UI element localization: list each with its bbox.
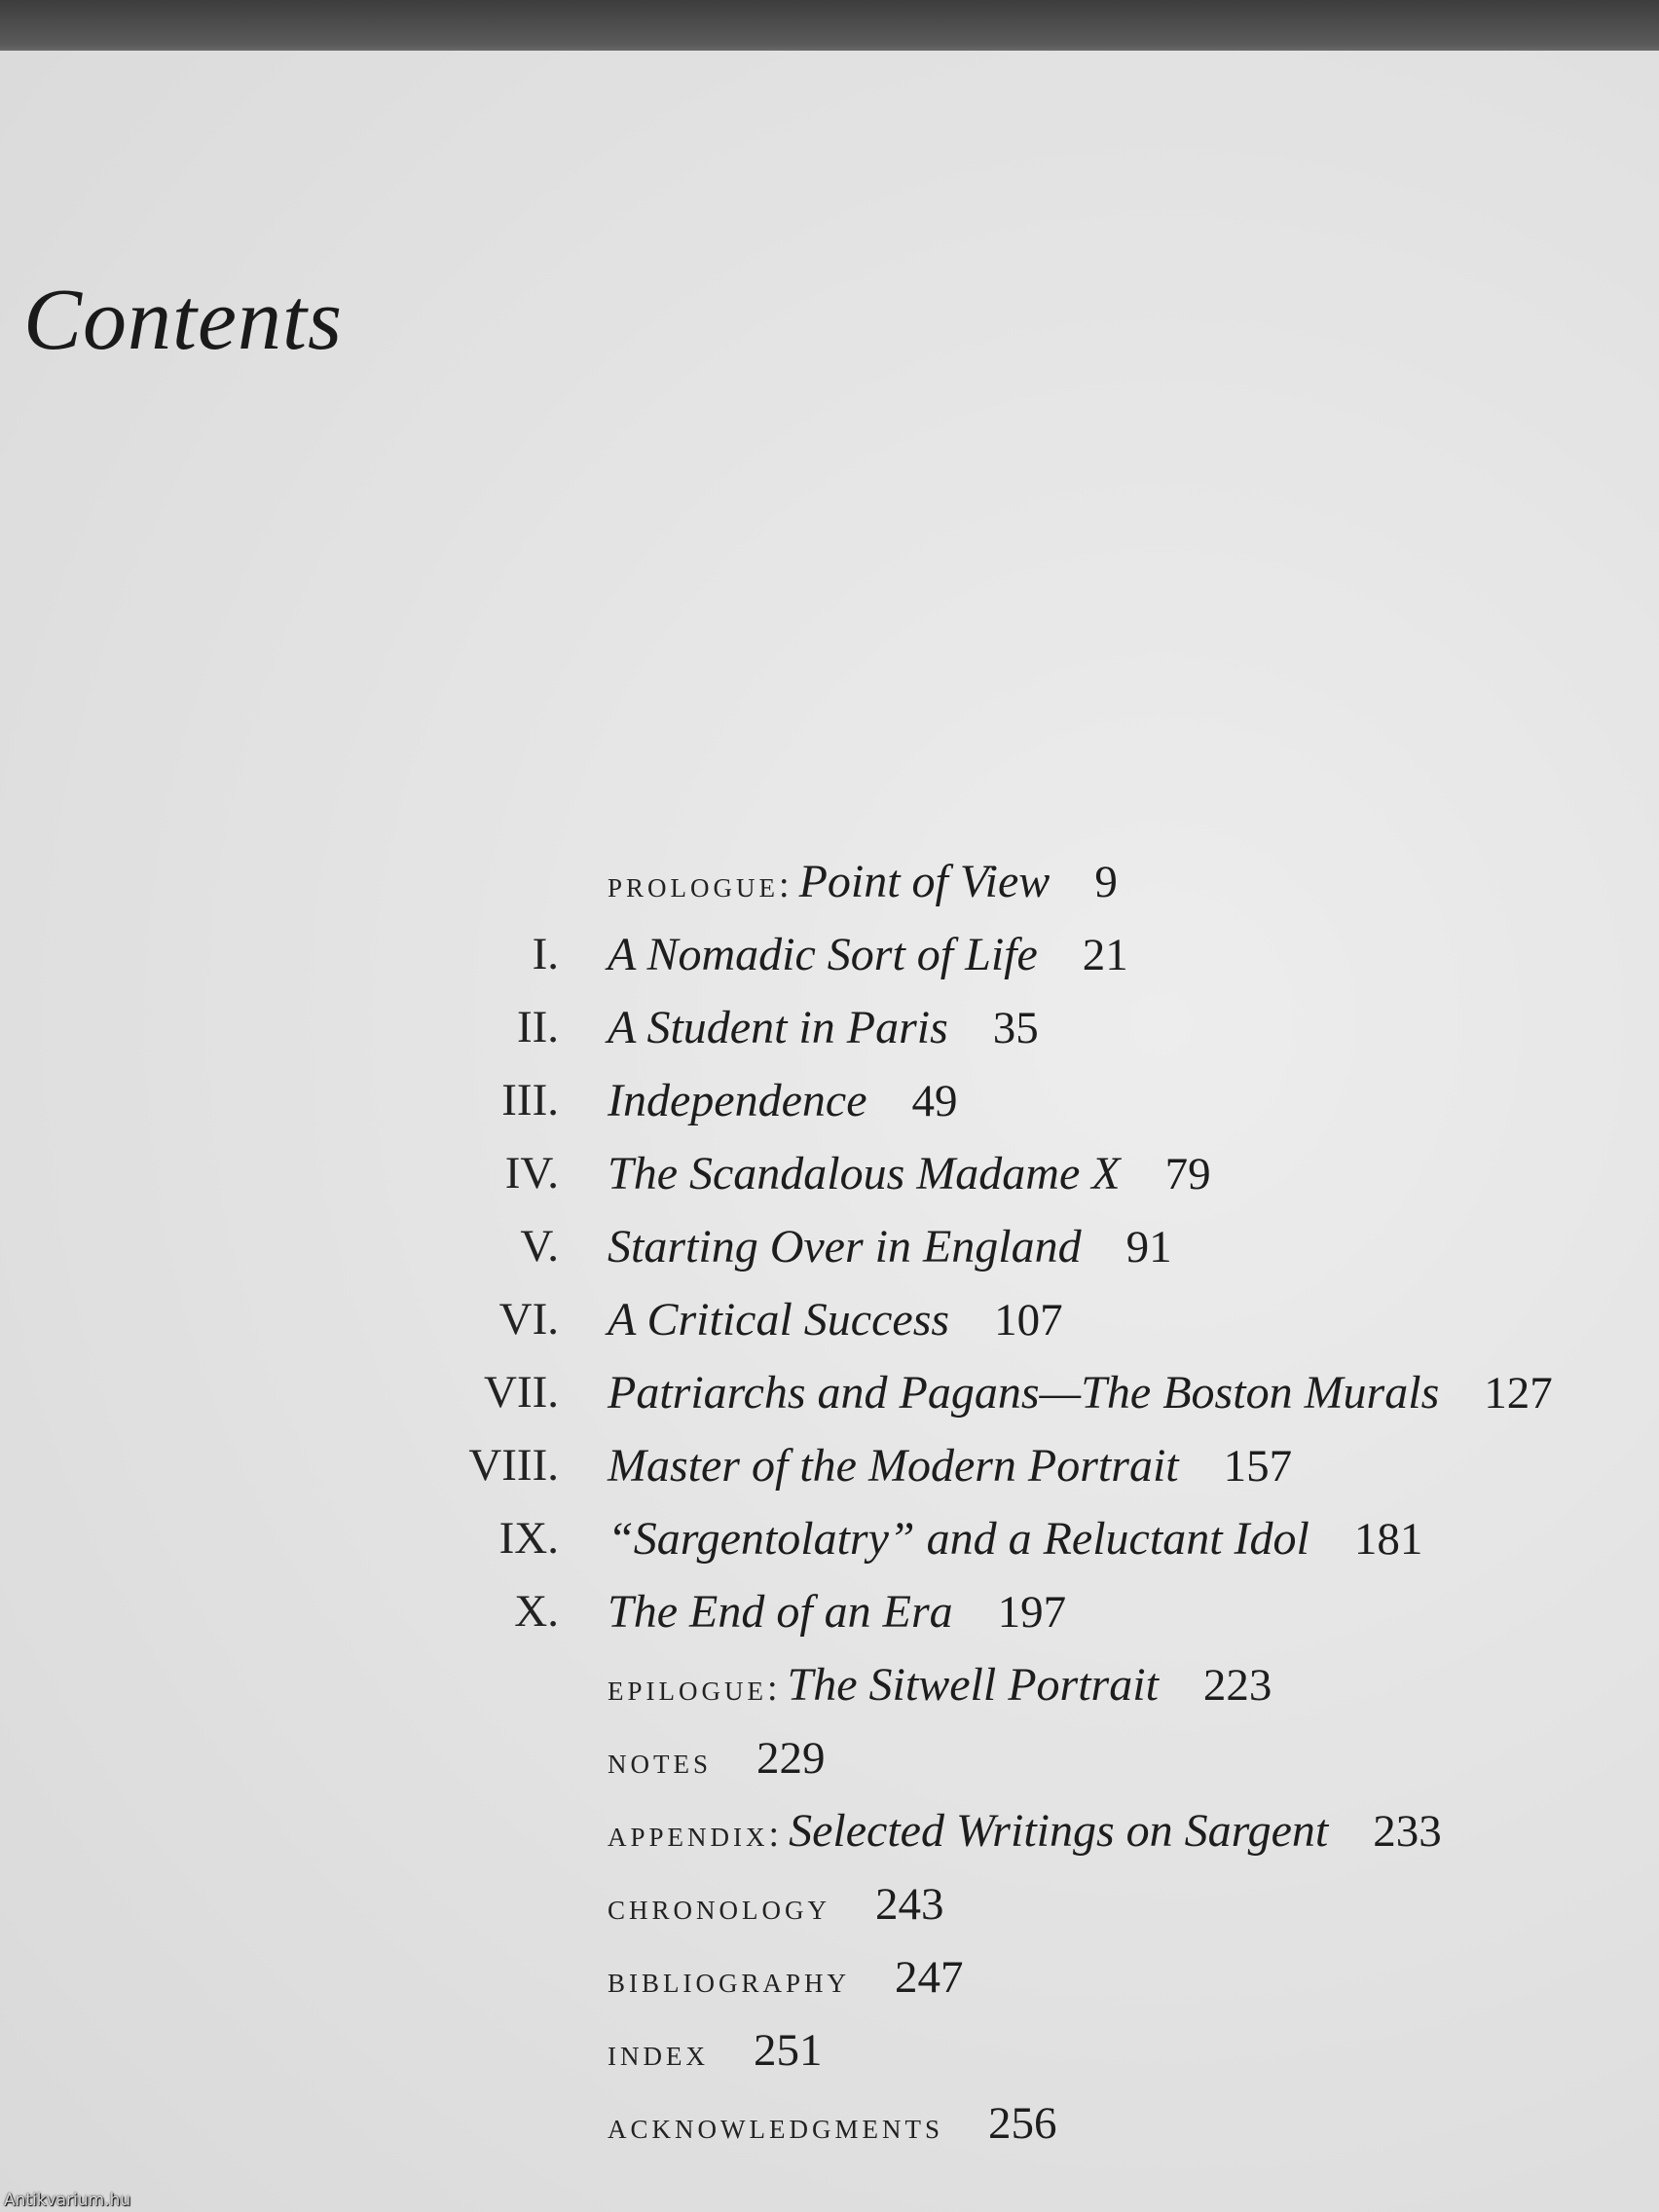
- toc-entry-prologue: [0, 856, 1659, 932]
- toc-entry-chapter-5: [0, 1221, 1659, 1297]
- toc-entry-text: [608, 1221, 1172, 1272]
- toc-entry-text: [608, 1586, 1067, 1638]
- watermark: Antikvarium.hu: [4, 2191, 131, 2210]
- page-number: 157: [1223, 1441, 1293, 1492]
- toc-entry-text: [608, 1440, 1293, 1492]
- chapter-numeral: II.: [516, 1002, 559, 1052]
- chapter-numeral: IX.: [498, 1513, 559, 1564]
- toc-entry-text: [608, 1805, 1442, 1857]
- entry-prefix: chronology: [608, 1887, 830, 1928]
- page-number: 251: [753, 2025, 823, 2076]
- toc-entry-chapter-8: [0, 1440, 1659, 1516]
- entry-prefix: notes: [608, 1741, 712, 1782]
- toc-entry-notes: [0, 1735, 1659, 1808]
- entry-title: The Scandalous Madame X: [608, 1148, 1121, 1199]
- page-number: 243: [875, 1879, 944, 1930]
- toc-entry-acknowledgments: [0, 2100, 1659, 2173]
- chapter-numeral: III.: [501, 1075, 559, 1125]
- toc-entry-chapter-7: [0, 1367, 1659, 1443]
- toc-entry-text: [608, 929, 1128, 980]
- toc-entry-text: [608, 1294, 1063, 1346]
- page-number: 247: [895, 1952, 964, 2003]
- toc-entry-text: [608, 1659, 1272, 1711]
- toc-entry-epilogue: [0, 1659, 1659, 1735]
- toc-entry-text: [608, 1002, 1039, 1053]
- entry-title: Starting Over in England: [608, 1221, 1082, 1272]
- entry-prefix: epilogue:: [608, 1668, 782, 1709]
- toc-entry-chapter-4: [0, 1148, 1659, 1224]
- entry-title: A Student in Paris: [608, 1002, 948, 1053]
- entry-prefix: appendix:: [608, 1814, 784, 1855]
- page-number: 21: [1082, 930, 1128, 980]
- page-number: 79: [1164, 1149, 1211, 1199]
- toc-entry-chapter-10: [0, 1586, 1659, 1662]
- page-number: 9: [1094, 857, 1118, 907]
- entry-prefix: acknowledgments: [608, 2106, 943, 2147]
- page-number: 35: [992, 1003, 1039, 1053]
- page-number: 91: [1125, 1222, 1172, 1272]
- page-number: 233: [1373, 1806, 1442, 1857]
- toc-entry-chapter-1: [0, 929, 1659, 1005]
- page-number: 197: [997, 1587, 1067, 1638]
- page-number: 107: [994, 1295, 1063, 1346]
- chapter-numeral: VII.: [484, 1367, 559, 1418]
- entry-title: Point of View: [798, 856, 1051, 907]
- page-title: Contents: [23, 272, 344, 368]
- chapter-numeral: I.: [532, 929, 559, 979]
- table-of-contents: [0, 856, 1659, 2173]
- toc-entry-text: [608, 1513, 1423, 1565]
- entry-prefix: prologue:: [608, 865, 793, 905]
- toc-entry-text: [608, 1881, 944, 1928]
- page-number: 229: [756, 1733, 826, 1784]
- chapter-numeral: VIII.: [468, 1440, 559, 1491]
- entry-title: Independence: [608, 1075, 867, 1126]
- toc-entry-text: [608, 1148, 1211, 1199]
- page-number: 181: [1353, 1514, 1423, 1565]
- toc-entry-appendix: [0, 1805, 1659, 1881]
- toc-entry-chronology: [0, 1881, 1659, 1954]
- page-number: 127: [1484, 1368, 1553, 1419]
- toc-entry-text: [608, 2100, 1056, 2147]
- entry-title: “Sargentolatry” and a Reluctant Idol: [608, 1513, 1309, 1565]
- toc-entry-text: [608, 1735, 826, 1782]
- toc-entry-chapter-6: [0, 1294, 1659, 1370]
- toc-entry-chapter-3: [0, 1075, 1659, 1151]
- chapter-numeral: V.: [520, 1221, 559, 1272]
- entry-title: A Critical Success: [608, 1294, 950, 1346]
- entry-title: Patriarchs and Pagans—The Boston Murals: [608, 1367, 1440, 1419]
- toc-entry-chapter-9: [0, 1513, 1659, 1589]
- entry-prefix: index: [608, 2033, 709, 2074]
- page-number: 49: [911, 1076, 958, 1126]
- book-page: [0, 51, 1659, 2212]
- entry-title: The End of an Era: [608, 1586, 953, 1638]
- chapter-numeral: VI.: [498, 1294, 559, 1345]
- toc-entry-bibliography: [0, 1954, 1659, 2027]
- entry-title: A Nomadic Sort of Life: [608, 929, 1038, 980]
- toc-entry-chapter-2: [0, 1002, 1659, 1078]
- toc-entry-index: [0, 2027, 1659, 2100]
- entry-title: Master of the Modern Portrait: [608, 1440, 1179, 1492]
- entry-title: The Sitwell Portrait: [787, 1659, 1159, 1711]
- chapter-numeral: IV.: [504, 1148, 559, 1198]
- scanner-edge: [0, 0, 1659, 56]
- toc-entry-text: [608, 1075, 958, 1126]
- toc-entry-text: [608, 2027, 822, 2074]
- toc-entry-text: [608, 1367, 1553, 1419]
- chapter-numeral: X.: [514, 1586, 559, 1637]
- page-number: 256: [987, 2098, 1057, 2149]
- page-number: 223: [1202, 1660, 1272, 1711]
- entry-title: Selected Writings on Sargent: [789, 1805, 1329, 1857]
- entry-prefix: bibliography: [608, 1960, 851, 2001]
- toc-entry-text: [608, 1954, 964, 2001]
- toc-entry-text: [608, 856, 1118, 907]
